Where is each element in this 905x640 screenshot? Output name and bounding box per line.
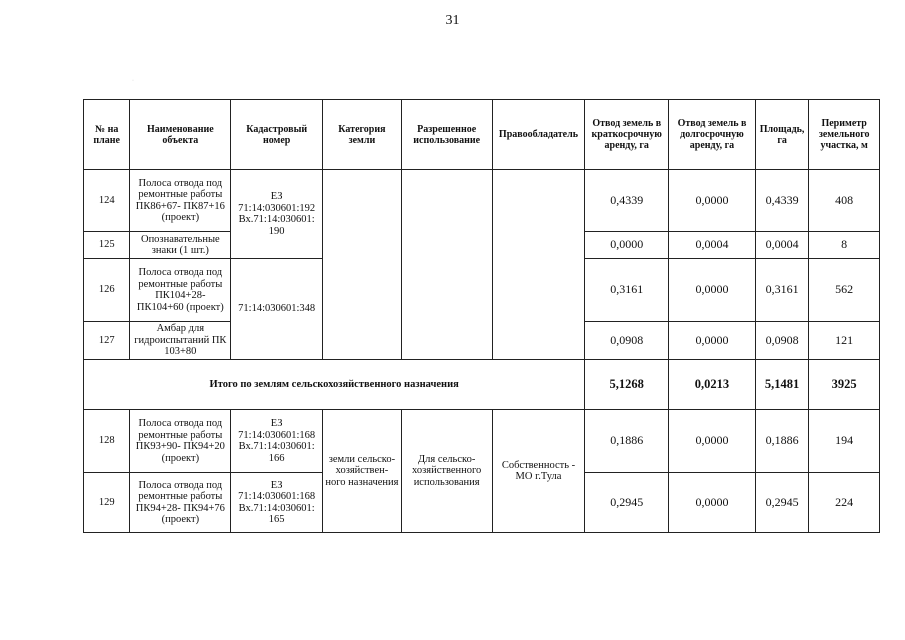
scan-artifact: · [132, 78, 134, 84]
page-number: 31 [445, 13, 460, 28]
owner [492, 170, 585, 360]
long-lease-value: 0,0000 [669, 170, 756, 232]
short-lease-value: 0,1886 [585, 410, 669, 473]
area-value: 0,4339 [755, 170, 808, 232]
total-long-lease: 0,0213 [669, 360, 756, 410]
object-name: Полоса отвода под ремонтные работы ПК86+67- ПК87+16 (проект) [130, 170, 231, 232]
long-lease-value: 0,0000 [669, 259, 756, 322]
long-lease-value: 0,0000 [669, 410, 756, 473]
land-table [83, 99, 880, 533]
long-lease-value: 0,0004 [669, 232, 756, 259]
short-lease-value: 0,0000 [585, 232, 669, 259]
header-cadastral-number: Кадастровый номер [231, 100, 323, 170]
object-name: Полоса отвода под ремонтные работы ПК94+28- ПК94+76 (проект) [130, 473, 231, 533]
total-area: 5,1481 [755, 360, 808, 410]
perimeter-value: 194 [809, 410, 880, 473]
total-perimeter: 3925 [809, 360, 880, 410]
long-lease-value: 0,0000 [669, 473, 756, 533]
header-owner: Правообладатель [492, 100, 585, 170]
total-label: Итого по землям сельскохозяйственного назначения [84, 360, 585, 410]
cadastral-number: ЕЗ 71:14:030601:192 Вх.71:14:030601: 190 [231, 170, 323, 259]
table-row [84, 410, 880, 473]
header-area: Площадь, га [755, 100, 808, 170]
perimeter-value: 562 [809, 259, 880, 322]
perimeter-value: 8 [809, 232, 880, 259]
header-object-name: Наименование объекта [130, 100, 231, 170]
total-short-lease: 5,1268 [585, 360, 669, 410]
cadastral-number: ЕЗ 71:14:030601:168 Вх.71:14:030601: 165 [231, 473, 323, 533]
plan-number: 126 [84, 259, 130, 322]
long-lease-value: 0,0000 [669, 322, 756, 360]
header-plan-number: № на плане [84, 100, 130, 170]
cadastral-number: 71:14:030601:348 [231, 259, 323, 360]
land-category: земли сельско- хозяйствен- ного назначения [323, 410, 402, 533]
plan-number: 128 [84, 410, 130, 473]
header-long-lease: Отвод земель в долгосрочную аренду, га [669, 100, 756, 170]
perimeter-value: 224 [809, 473, 880, 533]
header-land-category: Категория земли [323, 100, 402, 170]
permitted-use [401, 170, 492, 360]
header-row [84, 100, 880, 170]
cadastral-number: ЕЗ 71:14:030601:168 Вх.71:14:030601: 166 [231, 410, 323, 473]
perimeter-value: 121 [809, 322, 880, 360]
object-name: Полоса отвода под ремонтные работы ПК93+90- ПК94+20 (проект) [130, 410, 231, 473]
short-lease-value: 0,3161 [585, 259, 669, 322]
header-permitted-use: Разрешенное использование [401, 100, 492, 170]
plan-number: 129 [84, 473, 130, 533]
header-short-lease: Отвод земель в краткосрочную аренду, га [585, 100, 669, 170]
table-row [84, 170, 880, 232]
area-value: 0,0908 [755, 322, 808, 360]
area-value: 0,0004 [755, 232, 808, 259]
plan-number: 124 [84, 170, 130, 232]
short-lease-value: 0,4339 [585, 170, 669, 232]
plan-number: 125 [84, 232, 130, 259]
object-name: Опознавательные знаки (1 шт.) [130, 232, 231, 259]
object-name: Полоса отвода под ремонтные работы ПК104+28- ПК104+60 (проект) [130, 259, 231, 322]
total-row [84, 360, 880, 410]
short-lease-value: 0,2945 [585, 473, 669, 533]
permitted-use: Для сельско- хозяйственного использования [401, 410, 492, 533]
object-name: Амбар для гидроиспытаний ПК 103+80 [130, 322, 231, 360]
plan-number: 127 [84, 322, 130, 360]
land-category [323, 170, 402, 360]
area-value: 0,3161 [755, 259, 808, 322]
owner: Собственность - МО г.Тула [492, 410, 585, 533]
area-value: 0,2945 [755, 473, 808, 533]
area-value: 0,1886 [755, 410, 808, 473]
short-lease-value: 0,0908 [585, 322, 669, 360]
perimeter-value: 408 [809, 170, 880, 232]
header-perimeter: Периметр земельного участка, м [809, 100, 880, 170]
